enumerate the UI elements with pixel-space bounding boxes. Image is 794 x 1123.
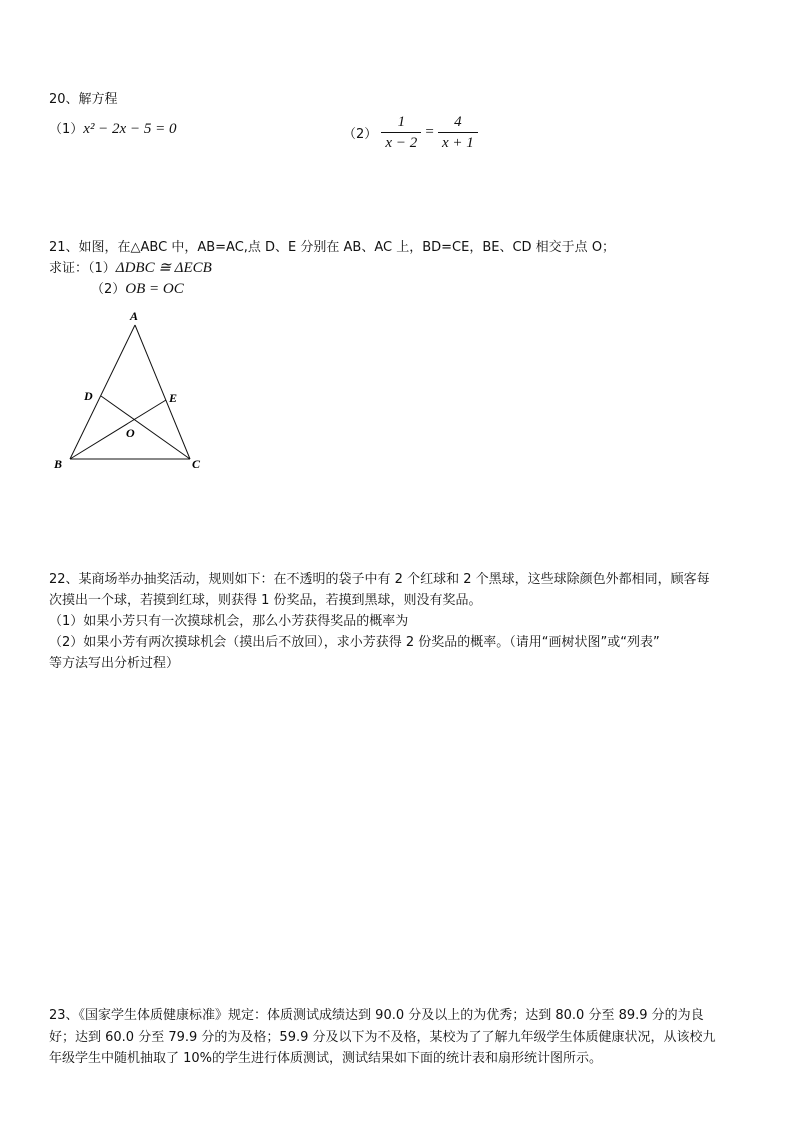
segment-AC [135, 325, 190, 459]
q20-equals-sign: = [425, 124, 434, 140]
q20-fraction-left [381, 112, 421, 153]
q20-part2-label: （2） [343, 127, 378, 142]
q21-claim2: OB = OC [125, 281, 184, 297]
point-label-D: D [84, 389, 93, 403]
q20-fraction-right-denominator: x + 1 [441, 135, 474, 151]
q20-part1 [49, 119, 176, 140]
q21-proof-part1 [49, 258, 212, 279]
point-label-O: O [126, 426, 135, 440]
point-label-B: B [54, 457, 63, 471]
q21-claim2-label: （2） [91, 282, 126, 297]
q21-prove-prefix: 求证：（1） [49, 261, 116, 276]
q23-line3: 年级学生中随机抽取了 10%的学生进行体质测试，测试结果如下面的统计表和扇形统计图所示。 [49, 1051, 603, 1066]
q22-line2: 次摸出一个球，若摸到红球，则获得 1 份奖品，若摸到黑球，则没有奖品。 [49, 593, 482, 608]
q20-fraction-right [438, 112, 478, 153]
q20-part1-label: （1） [49, 122, 84, 137]
q23-line2: 好；达到 60.0 分至 79.9 分的为及格；59.9 分及以下为不及格，某校为了了解九年级学生体质健康状况，从该校九 [49, 1030, 716, 1045]
point-label-A: A [130, 309, 139, 323]
q22-part2-continued: 等方法写出分析过程） [49, 656, 180, 671]
q20-fraction-right-numerator: 4 [438, 112, 478, 133]
q22-part1: （1）如果小芳只有一次摸球机会，那么小芳获得奖品的概率为 [49, 614, 409, 629]
q21-proof-part2 [91, 279, 184, 300]
q22-part2: （2）如果小芳有两次摸球机会（摸出后不放回），求小芳获得 2 份奖品的概率。（请用“画树状图”或“列表” [49, 635, 660, 650]
q22-line1: 22、某商场举办抽奖活动，规则如下：在不透明的袋子中有 2 个红球和 2 个黑球，这些球除颜色外都相同，顾客每 [49, 572, 710, 587]
q20-part1-equation: x² − 2x − 5 = 0 [83, 121, 177, 137]
q21-claim1: ΔDBC ≅ ΔECB [115, 260, 212, 276]
point-label-C: C [192, 457, 201, 471]
q20-fraction-left-numerator: 1 [381, 112, 421, 133]
q20-part2 [343, 112, 478, 153]
q21-stem: 21、如图，在△ABC 中，AB=AC,点 D、E 分别在 AB、AC 上，BD=CE，BE、CD 相交于点 O； [49, 240, 616, 255]
q20-title: 20、解方程 [49, 92, 118, 107]
q23-line1: 23、《国家学生体质健康标准》规定：体质测试成绩达到 90.0 分及以上的为优秀；达到 80.0 分至 89.9 分的为良 [49, 1008, 704, 1023]
point-label-E: E [169, 391, 178, 405]
triangle-figure [40, 300, 220, 480]
q20-fraction-left-denominator: x − 2 [385, 135, 418, 151]
